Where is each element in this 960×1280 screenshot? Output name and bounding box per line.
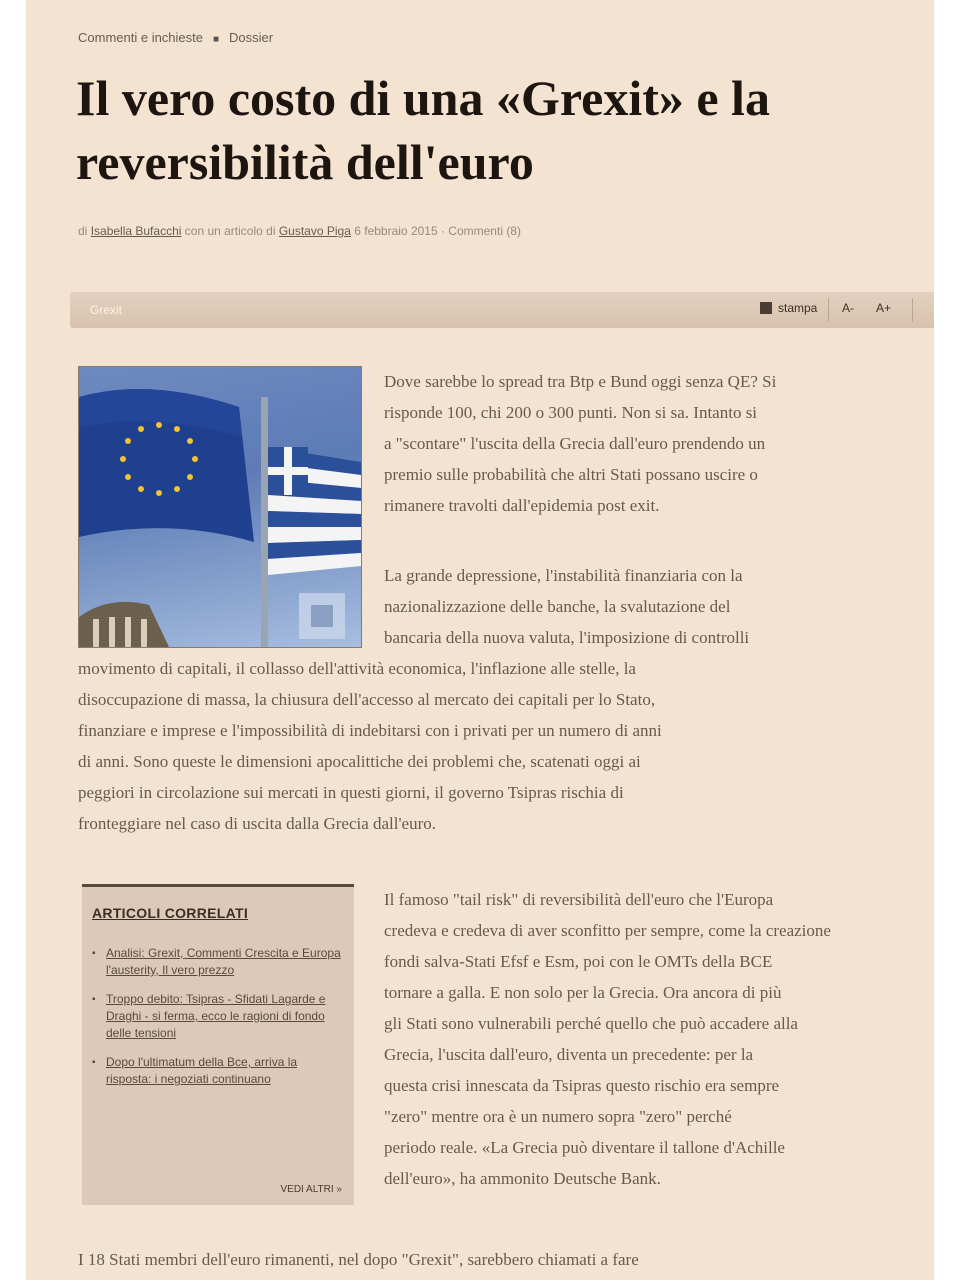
text-line: fronteggiare nel caso di uscita dalla Grecia dall'euro. [78, 814, 437, 833]
title-line-2: reversibilità dell'euro [76, 134, 534, 190]
text-line: tornare a galla. E non solo per la Grecia. Ora ancora di più [384, 983, 782, 1002]
toolbar-divider [828, 298, 829, 322]
print-button[interactable] [760, 301, 817, 315]
text-line: Dove sarebbe lo spread tra Btp e Bund oggi senza QE? Si [384, 372, 777, 391]
text-line: Il famoso "tail risk" di reversibilità dell'euro che l'Europa [384, 890, 774, 909]
page-title [76, 66, 934, 194]
paragraph-3 [384, 884, 831, 1194]
related-article-link[interactable]: Analisi: Grexit, Commenti Crescita e Europa l'austerity, Il vero prezzo [106, 946, 341, 977]
related-articles-list [92, 945, 342, 1100]
font-smaller-button[interactable]: A- [842, 301, 854, 315]
text-line: risponde 100, chi 200 o 300 punti. Non si sa. Intanto si [384, 403, 758, 422]
text-line: nazionalizzazione delle banche, la svalutazione del [384, 597, 731, 616]
text-line: I 18 Stati membri dell'euro rimanenti, nel dopo "Grexit", sarebbero chiamati a fare [78, 1250, 639, 1269]
title-line-1: Il vero costo di una «Grexit» e la [76, 70, 770, 126]
related-articles-box [82, 884, 354, 1205]
article-page [26, 0, 934, 1280]
text-line: di anni. Sono queste le dimensioni apocalittiche dei problemi che, scatenati oggi ai [78, 752, 641, 771]
article-toolbar [70, 292, 934, 328]
text-line: dell'euro», ha ammonito Deutsche Bank. [384, 1169, 661, 1188]
paragraph-2-full [78, 653, 662, 839]
article-photo [78, 366, 362, 648]
text-line: bancaria della nuova valuta, l'imposizione di controlli [384, 628, 750, 647]
list-item [92, 991, 342, 1042]
text-line: movimento di capitali, il collasso dell'attività economica, l'inflazione alle stelle, la [78, 659, 636, 678]
author-link[interactable]: Isabella Bufacchi [90, 224, 182, 238]
list-item [92, 945, 342, 979]
printer-icon [760, 302, 772, 314]
text-line: fondi salva-Stati Efsf e Esm, poi con le OMTs della BCE [384, 952, 773, 971]
text-line: gli Stati sono vulnerabili perché quello che può accadere alla [384, 1014, 798, 1033]
related-articles-heading[interactable]: ARTICOLI CORRELATI [92, 905, 249, 921]
related-article-link[interactable]: Troppo debito: Tsipras - Sfidati Lagarde e Draghi - si ferma, ecco le ragioni di fondo delle tensioni [106, 992, 326, 1040]
see-more-link[interactable]: VEDI ALTRI » [280, 1184, 342, 1195]
breadcrumb-section-link[interactable]: Commenti e inchieste [78, 30, 203, 45]
text-line: questa crisi innescata da Tsipras questo rischio era sempre [384, 1076, 780, 1095]
byline [78, 224, 521, 238]
text-line: a "scontare" l'uscita della Grecia dall'euro prendendo un [384, 434, 766, 453]
breadcrumb-subsection-link[interactable]: Dossier [229, 30, 274, 45]
text-line: credeva e credeva di aver sconfitto per sempre, come la creazione [384, 921, 831, 940]
text-line: "zero" mentre ora è un numero sopra "zero" perché [384, 1107, 732, 1126]
breadcrumb-separator-icon: ■ [213, 34, 220, 45]
byline-prefix: di [78, 224, 88, 238]
text-line: periodo reale. «La Grecia può diventare il tallone d'Achille [384, 1138, 785, 1157]
font-larger-button[interactable]: A+ [876, 301, 892, 315]
text-line: La grande depressione, l'instabilità finanziaria con la [384, 566, 743, 585]
list-item [92, 1054, 342, 1088]
paragraph-4 [78, 1244, 639, 1275]
breadcrumb [78, 30, 273, 45]
byline-middle: con un articolo di [184, 224, 276, 238]
text-line: Grecia, l'uscita dall'euro, diventa un precedente: per la [384, 1045, 754, 1064]
toolbar-section-label: Grexit [90, 303, 123, 317]
paragraph-2-wrapped [384, 560, 749, 653]
date-and-comments: 6 febbraio 2015 · Commenti (8) [354, 224, 521, 238]
print-label: stampa [778, 301, 818, 315]
text-line: peggiori in circolazione sui mercati in questi giorni, il governo Tsipras rischia di [78, 783, 624, 802]
eu-and-greek-flags-image [79, 367, 361, 647]
text-line: rimanere travolti dall'epidemia post exit. [384, 496, 660, 515]
toolbar-divider [912, 298, 913, 322]
intro-paragraph [384, 366, 776, 521]
coauthor-link[interactable]: Gustavo Piga [278, 224, 351, 238]
text-line: finanziare e imprese e l'impossibilità di indebitarsi con i privati per un numero di anni [78, 721, 662, 740]
related-article-link[interactable]: Dopo l'ultimatum della Bce, arriva la risposta: i negoziati continuano [106, 1055, 298, 1086]
text-line: disoccupazione di massa, la chiusura dell'accesso al mercato dei capitali per lo Stato, [78, 690, 656, 709]
text-line: premio sulle probabilità che altri Stati possano uscire o [384, 465, 758, 484]
